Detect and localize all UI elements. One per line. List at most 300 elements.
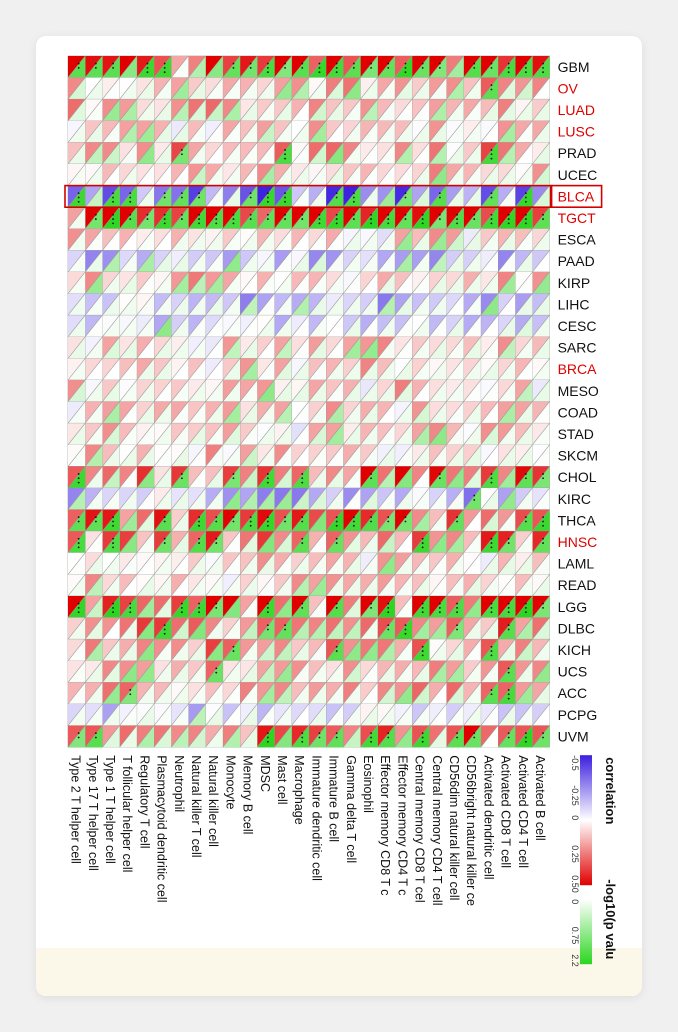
significance-dot — [112, 218, 114, 220]
heatmap-cell — [188, 618, 205, 640]
significance-dot — [473, 499, 475, 501]
heatmap-cell — [498, 56, 515, 78]
column-label: Natural killer cell — [206, 755, 221, 847]
significance-dot — [198, 521, 200, 523]
heatmap-cell — [429, 250, 446, 272]
heatmap-cell — [102, 315, 119, 337]
significance-dot — [112, 521, 114, 523]
significance-dot — [112, 547, 114, 549]
significance-dot — [387, 63, 389, 65]
significance-dot — [456, 603, 458, 605]
heatmap-cell — [515, 229, 532, 251]
heatmap-cell — [378, 56, 395, 78]
heatmap-cell — [223, 445, 240, 467]
heatmap-cell — [429, 186, 446, 208]
heatmap-cell — [171, 639, 188, 661]
heatmap-cell — [429, 337, 446, 359]
heatmap-cell — [68, 229, 85, 251]
row-label: SARC — [557, 339, 597, 356]
heatmap-cell — [515, 661, 532, 683]
significance-dot — [78, 192, 80, 194]
heatmap-cell — [240, 294, 257, 316]
heatmap-cell — [498, 164, 515, 186]
heatmap-cell — [532, 358, 549, 380]
significance-dot — [319, 737, 321, 739]
heatmap-cell — [532, 380, 549, 402]
significance-dot — [370, 732, 372, 734]
heatmap-cell — [102, 337, 119, 359]
heatmap-cell — [343, 531, 360, 553]
heatmap-cell — [343, 380, 360, 402]
heatmap-cell — [257, 380, 274, 402]
heatmap-cell — [360, 358, 377, 380]
heatmap-cell — [498, 574, 515, 596]
significance-dot — [215, 672, 217, 674]
heatmap-cell — [68, 78, 85, 100]
heatmap-cell — [68, 466, 85, 488]
significance-dot — [491, 655, 493, 657]
heatmap-cell — [481, 337, 498, 359]
heatmap-cell — [326, 142, 343, 164]
heatmap-cell — [68, 380, 85, 402]
heatmap-cell — [102, 639, 119, 661]
heatmap-cell — [68, 553, 85, 575]
heatmap-cell — [85, 618, 102, 640]
significance-dot — [129, 611, 131, 613]
row-label: PAAD — [557, 253, 595, 270]
heatmap-cell — [206, 121, 223, 143]
column-label: CD56bright natural killer ce — [464, 755, 479, 906]
heatmap-cell — [464, 315, 481, 337]
heatmap-cell — [326, 661, 343, 683]
significance-dot — [508, 698, 510, 700]
heatmap-cell — [309, 99, 326, 121]
heatmap-cell — [274, 56, 291, 78]
heatmap-cell — [102, 99, 119, 121]
heatmap-cell — [154, 596, 171, 618]
significance-dot — [129, 214, 131, 216]
heatmap-cell — [154, 488, 171, 510]
heatmap-cell — [274, 445, 291, 467]
heatmap-cell — [223, 229, 240, 251]
heatmap-cell — [464, 207, 481, 229]
significance-dot — [267, 611, 269, 613]
heatmap-cell — [378, 726, 395, 748]
heatmap-cell — [206, 423, 223, 445]
significance-dot — [491, 89, 493, 91]
heatmap-cell — [154, 726, 171, 748]
heatmap-cell — [154, 704, 171, 726]
heatmap-cell — [120, 704, 137, 726]
heatmap-cell — [240, 553, 257, 575]
heatmap-cell — [378, 164, 395, 186]
heatmap-cell — [171, 618, 188, 640]
column-label: Mast cell — [275, 755, 289, 805]
heatmap-cell — [85, 639, 102, 661]
row-label: LAML — [557, 555, 595, 572]
heatmap-cell — [206, 466, 223, 488]
significance-dot — [95, 516, 97, 518]
heatmap-cell — [257, 207, 274, 229]
significance-dot — [233, 218, 235, 220]
significance-dot — [353, 218, 355, 220]
heatmap-cell — [412, 661, 429, 683]
heatmap-cell — [120, 164, 137, 186]
heatmap-cell — [137, 56, 154, 78]
heatmap-cell — [412, 574, 429, 596]
heatmap-cell — [292, 423, 309, 445]
heatmap-cell — [102, 661, 119, 683]
heatmap-cell — [85, 423, 102, 445]
heatmap-cell — [326, 207, 343, 229]
heatmap-cell — [292, 186, 309, 208]
heatmap-cell — [188, 553, 205, 575]
heatmap-cell — [515, 207, 532, 229]
heatmap-cell — [378, 488, 395, 510]
significance-dot — [284, 158, 286, 160]
significance-dot — [164, 629, 166, 631]
significance-dot — [301, 607, 303, 609]
heatmap-cell — [309, 682, 326, 704]
heatmap-cell — [85, 229, 102, 251]
heatmap-cell — [378, 661, 395, 683]
heatmap-cell — [481, 250, 498, 272]
heatmap-cell — [446, 358, 463, 380]
significance-dot — [181, 192, 183, 194]
heatmap-cell — [85, 380, 102, 402]
heatmap-cell — [378, 574, 395, 596]
row-label: CESC — [557, 318, 597, 334]
significance-dot — [336, 218, 338, 220]
heatmap-cell — [257, 510, 274, 532]
significance-dot — [439, 218, 441, 220]
heatmap-cell — [532, 229, 549, 251]
significance-dot — [439, 603, 441, 605]
pvalue-legend-title: -log10(p valu — [603, 879, 618, 960]
heatmap-cell — [378, 380, 395, 402]
heatmap-cell — [257, 423, 274, 445]
heatmap-cell — [223, 402, 240, 424]
column-label: Plasmacytoid dendritic cell — [154, 755, 169, 903]
significance-dot — [301, 737, 303, 739]
heatmap-cell — [171, 337, 188, 359]
heatmap-cell — [102, 207, 119, 229]
significance-dot — [491, 84, 493, 86]
significance-dot — [353, 521, 355, 523]
significance-dot — [181, 218, 183, 220]
heatmap-cell — [120, 272, 137, 294]
significance-dot — [112, 223, 114, 225]
heatmap-cell — [412, 726, 429, 748]
significance-dot — [491, 153, 493, 155]
heatmap-cell — [446, 682, 463, 704]
heatmap-cell — [137, 661, 154, 683]
significance-dot — [267, 516, 269, 518]
heatmap-cell — [154, 250, 171, 272]
heatmap-cell — [188, 337, 205, 359]
heatmap-cell — [102, 56, 119, 78]
heatmap-cell — [343, 704, 360, 726]
row-label: COAD — [557, 404, 599, 421]
heatmap-cell — [120, 661, 137, 683]
heatmap-cell — [446, 78, 463, 100]
significance-dot — [301, 741, 303, 743]
heatmap-cell — [154, 337, 171, 359]
heatmap-cell — [412, 380, 429, 402]
significance-dot — [405, 624, 407, 626]
heatmap-cell — [446, 207, 463, 229]
significance-dot — [353, 67, 355, 69]
heatmap-cell — [171, 445, 188, 467]
significance-dot — [78, 473, 80, 475]
heatmap-cell — [223, 207, 240, 229]
heatmap-cell — [120, 402, 137, 424]
heatmap-cell — [464, 704, 481, 726]
heatmap-cell — [240, 510, 257, 532]
heatmap-cell — [464, 639, 481, 661]
significance-dot — [387, 624, 389, 626]
heatmap-cell — [343, 510, 360, 532]
heatmap-cell — [137, 618, 154, 640]
correlation-tick: 0.50 — [570, 875, 580, 893]
heatmap-cell — [378, 510, 395, 532]
heatmap-cell — [360, 186, 377, 208]
heatmap-cell — [343, 488, 360, 510]
heatmap-cell — [412, 207, 429, 229]
heatmap-cell — [206, 574, 223, 596]
heatmap-cell — [171, 574, 188, 596]
heatmap-cell — [446, 423, 463, 445]
heatmap-cell — [188, 56, 205, 78]
heatmap-cell — [171, 315, 188, 337]
heatmap-cell — [292, 596, 309, 618]
significance-dot — [336, 542, 338, 544]
heatmap-cell — [498, 726, 515, 748]
significance-dot — [284, 201, 286, 203]
heatmap-cell — [257, 618, 274, 640]
heatmap-cell — [102, 423, 119, 445]
significance-dot — [491, 547, 493, 549]
significance-dot — [267, 603, 269, 605]
heatmap-cell — [481, 466, 498, 488]
heatmap-cell — [481, 488, 498, 510]
heatmap-cell — [274, 164, 291, 186]
heatmap-cell — [326, 164, 343, 186]
heatmap-cell — [378, 682, 395, 704]
heatmap-cell — [309, 229, 326, 251]
heatmap-cell — [429, 574, 446, 596]
column-label: CD56dim natural killer cell — [447, 755, 461, 901]
heatmap-cell — [68, 531, 85, 553]
heatmap-cell — [223, 164, 240, 186]
column-label: Activated CD8 T cell — [498, 755, 513, 868]
heatmap-cell — [292, 402, 309, 424]
significance-dot — [301, 732, 303, 734]
heatmap-cell — [343, 56, 360, 78]
heatmap-cell — [274, 553, 291, 575]
column-label: Neutrophil — [171, 755, 186, 813]
heatmap-cell — [309, 488, 326, 510]
heatmap-cell — [223, 99, 240, 121]
significance-dot — [422, 650, 424, 652]
heatmap-cell — [171, 661, 188, 683]
heatmap-cell — [464, 445, 481, 467]
heatmap-cell — [481, 726, 498, 748]
heatmap-cell — [102, 488, 119, 510]
heatmap-cell — [188, 704, 205, 726]
significance-dot — [491, 67, 493, 69]
heatmap-cell — [292, 510, 309, 532]
heatmap-cell — [481, 315, 498, 337]
significance-dot — [198, 542, 200, 544]
significance-dot — [542, 603, 544, 605]
heatmap-cell — [206, 618, 223, 640]
significance-dot — [422, 223, 424, 225]
significance-dot — [491, 214, 493, 216]
heatmap-cell — [532, 142, 549, 164]
row-label: KIRC — [557, 490, 592, 507]
significance-dot — [353, 201, 355, 203]
significance-dot — [129, 218, 131, 220]
significance-dot — [233, 63, 235, 65]
significance-dot — [508, 223, 510, 225]
heatmap-cell — [464, 250, 481, 272]
heatmap-cell — [429, 661, 446, 683]
heatmap-cell — [515, 78, 532, 100]
heatmap-cell — [102, 531, 119, 553]
heatmap-cell — [85, 488, 102, 510]
significance-dot — [112, 538, 114, 540]
heatmap-cell — [85, 294, 102, 316]
heatmap-cell — [343, 661, 360, 683]
significance-dot — [422, 741, 424, 743]
heatmap-cell — [429, 682, 446, 704]
heatmap-cell — [378, 121, 395, 143]
heatmap-cell — [68, 726, 85, 748]
significance-dot — [336, 67, 338, 69]
heatmap-cell — [102, 704, 119, 726]
significance-dot — [491, 197, 493, 199]
heatmap-cell — [171, 358, 188, 380]
heatmap-cell — [137, 704, 154, 726]
heatmap-cell — [102, 726, 119, 748]
significance-dot — [456, 732, 458, 734]
heatmap-cell — [137, 358, 154, 380]
heatmap-cell — [498, 466, 515, 488]
significance-dot — [250, 197, 252, 199]
significance-dot — [525, 603, 527, 605]
heatmap-cell — [137, 488, 154, 510]
significance-dot — [473, 218, 475, 220]
heatmap-cell — [326, 186, 343, 208]
heatmap-cell — [429, 531, 446, 553]
row-label: ESCA — [557, 231, 596, 248]
heatmap-cell — [360, 294, 377, 316]
heatmap-cell — [154, 639, 171, 661]
heatmap-cell — [85, 726, 102, 748]
significance-dot — [112, 197, 114, 199]
heatmap-cell — [395, 510, 412, 532]
heatmap-cell — [274, 337, 291, 359]
column-label: Type 17 T helper cell — [85, 755, 100, 871]
significance-dot — [164, 516, 166, 518]
heatmap-cell — [498, 207, 515, 229]
significance-dot — [129, 201, 131, 203]
significance-dot — [215, 516, 217, 518]
significance-dot — [112, 516, 114, 518]
heatmap-cell — [395, 618, 412, 640]
heatmap-cell — [498, 488, 515, 510]
heatmap-cell — [85, 704, 102, 726]
heatmap-cell — [274, 250, 291, 272]
heatmap-cell — [532, 488, 549, 510]
heatmap-cell — [515, 164, 532, 186]
significance-dot — [319, 63, 321, 65]
heatmap-cell — [240, 466, 257, 488]
heatmap-cell — [515, 596, 532, 618]
heatmap-cell — [223, 639, 240, 661]
heatmap-cell — [274, 574, 291, 596]
heatmap-cell — [223, 618, 240, 640]
heatmap-cell — [257, 315, 274, 337]
heatmap-cell — [446, 337, 463, 359]
significance-dot — [198, 223, 200, 225]
heatmap-cell — [257, 682, 274, 704]
heatmap-cell — [412, 99, 429, 121]
significance-dot — [164, 63, 166, 65]
significance-dot — [456, 629, 458, 631]
significance-dot — [284, 629, 286, 631]
heatmap-cell — [171, 56, 188, 78]
significance-dot — [112, 201, 114, 203]
heatmap-cell — [68, 618, 85, 640]
heatmap-cell — [171, 142, 188, 164]
heatmap-cell — [68, 682, 85, 704]
heatmap-cell — [292, 726, 309, 748]
heatmap-cell — [154, 531, 171, 553]
heatmap-cell — [343, 596, 360, 618]
heatmap-cell — [223, 531, 240, 553]
heatmap-cell — [171, 726, 188, 748]
heatmap-cell — [498, 315, 515, 337]
significance-dot — [78, 737, 80, 739]
heatmap-cell — [395, 358, 412, 380]
significance-dot — [250, 67, 252, 69]
row-label: BLCA — [557, 188, 595, 205]
heatmap-cell — [343, 229, 360, 251]
column-label: Macrophage — [292, 755, 307, 825]
heatmap-cell — [378, 78, 395, 100]
heatmap-cell — [85, 99, 102, 121]
column-label: Eosinophil — [361, 755, 375, 813]
significance-dot — [370, 223, 372, 225]
heatmap-cell — [223, 121, 240, 143]
significance-dot — [78, 201, 80, 203]
heatmap-cell — [257, 488, 274, 510]
significance-dot — [542, 218, 544, 220]
significance-dot — [525, 197, 527, 199]
heatmap-cell — [532, 186, 549, 208]
significance-dot — [405, 67, 407, 69]
significance-dot — [508, 737, 510, 739]
heatmap-cell — [309, 207, 326, 229]
significance-dot — [284, 197, 286, 199]
heatmap-cell — [446, 186, 463, 208]
significance-dot — [147, 214, 149, 216]
significance-dot — [491, 689, 493, 691]
significance-dot — [542, 521, 544, 523]
heatmap-cell — [240, 250, 257, 272]
